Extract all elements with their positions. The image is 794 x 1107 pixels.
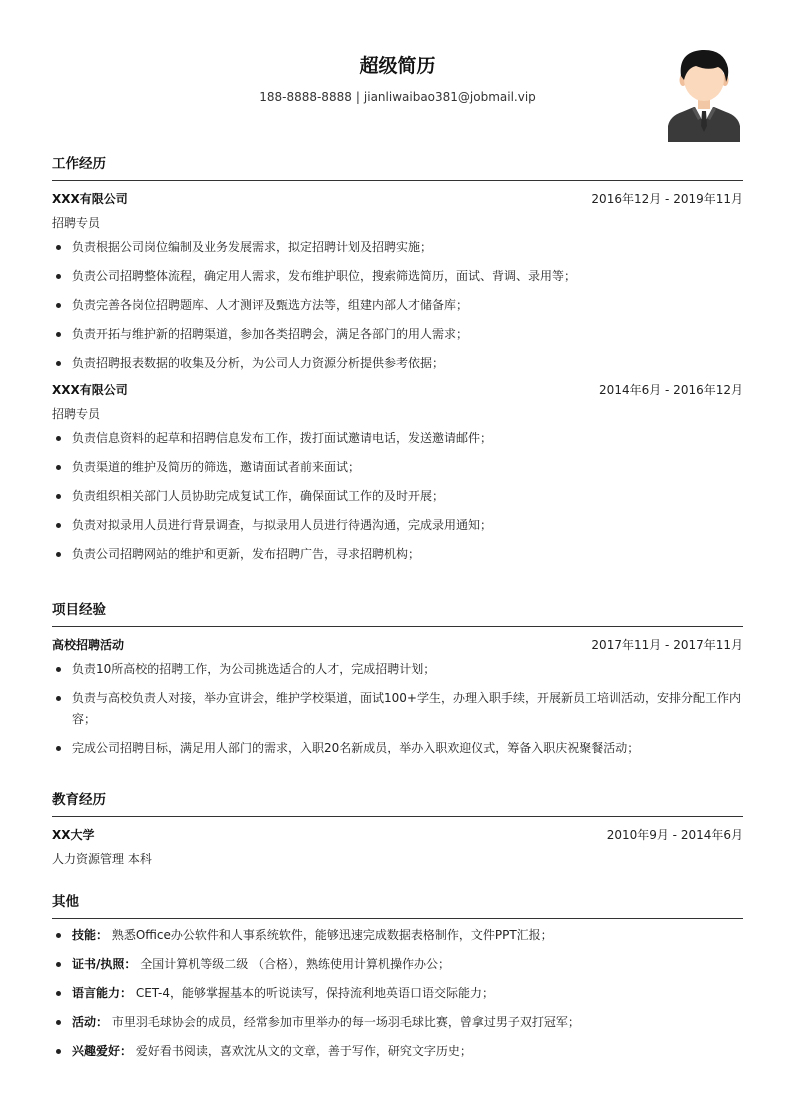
duty-text: 负责与高校负责人对接，举办宣讲会，维护学校渠道，面试100+学生，办理入职手续，开展新员工培训活动，安排分配工作内容；: [72, 691, 741, 726]
other-item-label: 技能：: [72, 928, 109, 942]
other-item-text: 熟悉Office办公软件和人事系统软件，能够迅速完成数据表格制作，文件PPT汇报；: [111, 928, 553, 942]
duty-text: 负责对拟录用人员进行背景调查，与拟录用人员进行待遇沟通，完成录用通知；: [72, 518, 493, 532]
bullet-dot-icon: [56, 1049, 61, 1054]
work-section: [52, 155, 743, 565]
job-entry: [52, 382, 743, 565]
other-item: [52, 1041, 743, 1062]
bullet-dot-icon: [56, 465, 61, 470]
duty-item: [52, 486, 743, 507]
job-entry: [52, 191, 743, 374]
bullet-dot-icon: [56, 962, 61, 967]
duty-text: 负责公司招聘网站的维护和更新，发布招聘广告，寻求招聘机构；: [72, 547, 421, 561]
bullet-dot-icon: [56, 696, 61, 701]
job-role: 招聘专员: [52, 407, 101, 421]
duty-item: [52, 237, 743, 258]
company-name: XXX有限公司: [52, 383, 128, 397]
duty-text: 负责组织相关部门人员协助完成复试工作，确保面试工作的及时开展；: [72, 489, 445, 503]
other-item-label: 活动：: [72, 1015, 109, 1029]
bullet-dot-icon: [56, 523, 61, 528]
bullet-dot-icon: [56, 494, 61, 499]
duty-text: 负责完善各岗位招聘题库、人才测评及甄选方法等，组建内部人才储备库；: [72, 298, 469, 312]
other-item: [52, 925, 743, 946]
duty-item: [52, 324, 743, 345]
bullet-dot-icon: [56, 332, 61, 337]
avatar: [668, 46, 740, 142]
job-duties: [52, 237, 743, 374]
duty-item: [52, 738, 743, 759]
duty-text: 负责开拓与维护新的招聘渠道，参加各类招聘会，满足各部门的用人需求；: [72, 327, 469, 341]
other-item-text: CET-4，能够掌握基本的听说读写，保持流利地英语口语交际能力；: [135, 986, 495, 1000]
resume-header: [52, 0, 743, 150]
duty-item: [52, 659, 743, 680]
project-duties: [52, 659, 743, 759]
bullet-dot-icon: [56, 1020, 61, 1025]
project-section: [52, 601, 743, 759]
other-item: [52, 983, 743, 1004]
duty-text: 负责公司招聘整体流程，确定用人需求，发布维护职位，搜索筛选简历，面试、背调、录用等；: [72, 269, 577, 283]
school-name: XX大学: [52, 828, 95, 842]
other-section: [52, 893, 743, 1062]
duty-text: 负责根据公司岗位编制及业务发展需求，拟定招聘计划及招聘实施；: [72, 240, 433, 254]
duty-item: [52, 544, 743, 565]
education-major: 人力资源管理 本科: [52, 852, 152, 866]
project-period: 2017年11月 - 2017年11月: [591, 638, 743, 652]
bullet-dot-icon: [56, 933, 61, 938]
duty-text: 负责信息资料的起草和招聘信息发布工作，拨打面试邀请电话，发送邀请邮件；: [72, 431, 493, 445]
resume-name: 超级简历: [359, 55, 436, 77]
other-item-label: 证书/执照：: [72, 957, 137, 971]
bullet-dot-icon: [56, 303, 61, 308]
duty-item: [52, 515, 743, 536]
bullet-dot-icon: [56, 552, 61, 557]
job-duties: [52, 428, 743, 565]
company-name: XXX有限公司: [52, 192, 128, 206]
duty-item: [52, 266, 743, 287]
bullet-dot-icon: [56, 436, 61, 441]
duty-item: [52, 353, 743, 374]
bullet-dot-icon: [56, 667, 61, 672]
duty-text: 负责渠道的维护及简历的筛选，邀请面试者前来面试；: [72, 460, 361, 474]
duty-text: 负责招聘报表数据的收集及分析，为公司人力资源分析提供参考依据；: [72, 356, 445, 370]
job-period: 2016年12月 - 2019年11月: [591, 192, 743, 206]
duty-item: [52, 428, 743, 449]
bullet-dot-icon: [56, 746, 61, 751]
bullet-dot-icon: [56, 361, 61, 366]
work-section-title: 工作经历: [52, 155, 743, 181]
bullet-dot-icon: [56, 274, 61, 279]
duty-item: [52, 295, 743, 316]
contact-line: [52, 89, 743, 105]
bullet-dot-icon: [56, 245, 61, 250]
project-name: 高校招聘活动: [52, 638, 125, 652]
job-role: 招聘专员: [52, 216, 101, 230]
job-period: 2014年6月 - 2016年12月: [599, 383, 743, 397]
bullet-dot-icon: [56, 991, 61, 996]
other-item-label: 兴趣爱好：: [72, 1044, 133, 1058]
resume-page: [52, 0, 743, 1058]
other-item: [52, 1012, 743, 1033]
phone-number: 188-8888-8888: [259, 90, 352, 104]
contact-separator: |: [355, 90, 360, 104]
education-section-title: 教育经历: [52, 791, 743, 817]
other-section-title: 其他: [52, 893, 743, 919]
email-address: jianliwaibao381@jobmail.vip: [363, 90, 536, 104]
other-item-label: 语言能力：: [72, 986, 133, 1000]
other-list: [52, 925, 743, 1062]
project-section-title: 项目经验: [52, 601, 743, 627]
other-item-text: 市里羽毛球协会的成员，经常参加市里举办的每一场羽毛球比赛，曾拿过男子双打冠军；: [111, 1015, 580, 1029]
other-item: [52, 954, 743, 975]
other-item-text: 全国计算机等级二级 （合格），熟练使用计算机操作办公；: [140, 957, 451, 971]
duty-item: [52, 688, 743, 730]
other-item-text: 爱好看书阅读，喜欢沈从文的文章，善于写作，研究文字历史；: [135, 1044, 472, 1058]
duty-text: 负责10所高校的招聘工作，为公司挑选适合的人才，完成招聘计划；: [72, 662, 436, 676]
education-period: 2010年9月 - 2014年6月: [606, 828, 743, 842]
duty-item: [52, 457, 743, 478]
education-section: [52, 791, 743, 867]
duty-text: 完成公司招聘目标，满足用人部门的需求，入职20名新成员，举办入职欢迎仪式，筹备入职庆祝聚餐活动；: [72, 741, 640, 755]
